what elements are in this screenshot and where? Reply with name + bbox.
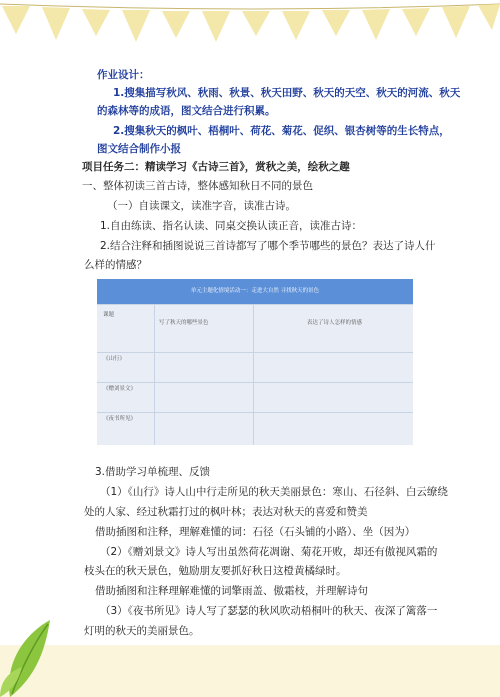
step-2-cont: 么样的情感？ xyxy=(84,259,147,271)
bunting-decoration xyxy=(0,0,500,60)
table-title: 单元主题化情境活动一：走进大自然 寻找秋天的景色 xyxy=(97,279,413,304)
subsection-heading: （一）自读课文，读准字音，读准古诗。 xyxy=(107,200,296,212)
poem-1-description: （1）《山行》诗人山中行走所见的秋天美丽景色：寒山、石径斜、白云缭绕 xyxy=(100,486,448,498)
table-col-header: 写了秋天的哪些景色 xyxy=(159,320,209,326)
step-1: 1.自由练读、指名认读、同桌交换认读正音，读准古诗： xyxy=(100,220,363,232)
assignment-item-1-cont: 的森林等的成语，图文结合进行积累。 xyxy=(97,105,276,117)
section-heading: 一、整体初读三首古诗，整体感知秋日不同的景色 xyxy=(82,180,313,192)
table-row-label: 《夜书所见》 xyxy=(103,416,137,422)
table-row xyxy=(97,412,413,446)
poem-3-description-cont: 灯明的秋天的美丽景色。 xyxy=(84,625,200,637)
poem-2-description-cont: 枝头在的秋天景色，勉励朋友要抓好秋日这橙黄橘绿时。 xyxy=(84,565,347,577)
assignment-item-2-cont: 图文结合制作小报 xyxy=(97,143,181,155)
table-divider xyxy=(154,304,155,445)
table-divider xyxy=(253,304,254,445)
poem-2-vocabulary: 借助插图和注释理解难懂的词擎雨盖、傲霜枝，并理解诗句 xyxy=(95,585,368,597)
table-row-label: 《山行》 xyxy=(103,356,126,362)
task-heading: 项目任务二：精读学习《古诗三首》，赏秋之美，绘秋之趣 xyxy=(82,161,350,173)
poem-1-vocabulary: 借助插图和注释，理解难懂的词：石径（石头铺的小路）、坐（因为） xyxy=(95,526,416,538)
poem-3-description: （3）《夜书所见》诗人写了瑟瑟的秋风吹动梧桐叶的秋天、夜深了篱落一 xyxy=(100,605,438,617)
assignment-item-2: 2.搜集秋天的枫叶、梧桐叶、荷花、菊花、促织、银杏树等的生长特点， xyxy=(113,125,450,137)
table-row xyxy=(97,352,413,383)
step-3: 3.借助学习单梳理、反馈 xyxy=(95,466,211,478)
table-col-header: 课题 xyxy=(103,312,115,318)
table-col-header: 表达了诗人怎样的情感 xyxy=(307,320,363,326)
assignment-item-1: 1.搜集描写秋风、秋雨、秋景、秋天田野、秋天的天空、秋天的河流、秋天 xyxy=(113,87,461,99)
table-row xyxy=(97,382,413,413)
assignment-heading: 作业设计： xyxy=(97,69,150,81)
poem-1-description-cont: 处的人家、经过秋霜打过的枫叶林；表达对秋天的喜爱和赞美 xyxy=(84,506,368,518)
bottom-background xyxy=(0,645,500,697)
table-header-row xyxy=(97,304,413,333)
study-sheet-table xyxy=(97,279,413,445)
table-row-label: 《赠刘景文》 xyxy=(103,386,137,392)
step-2: 2.结合注释和插图说说三首诗都写了哪个季节哪些的景色？表达了诗人什 xyxy=(100,240,436,252)
poem-2-description: （2）《赠刘景文》诗人写出虽然荷花凋谢、菊花开败，却还有傲视风霜的 xyxy=(100,546,438,558)
leaf-icon xyxy=(0,612,60,697)
